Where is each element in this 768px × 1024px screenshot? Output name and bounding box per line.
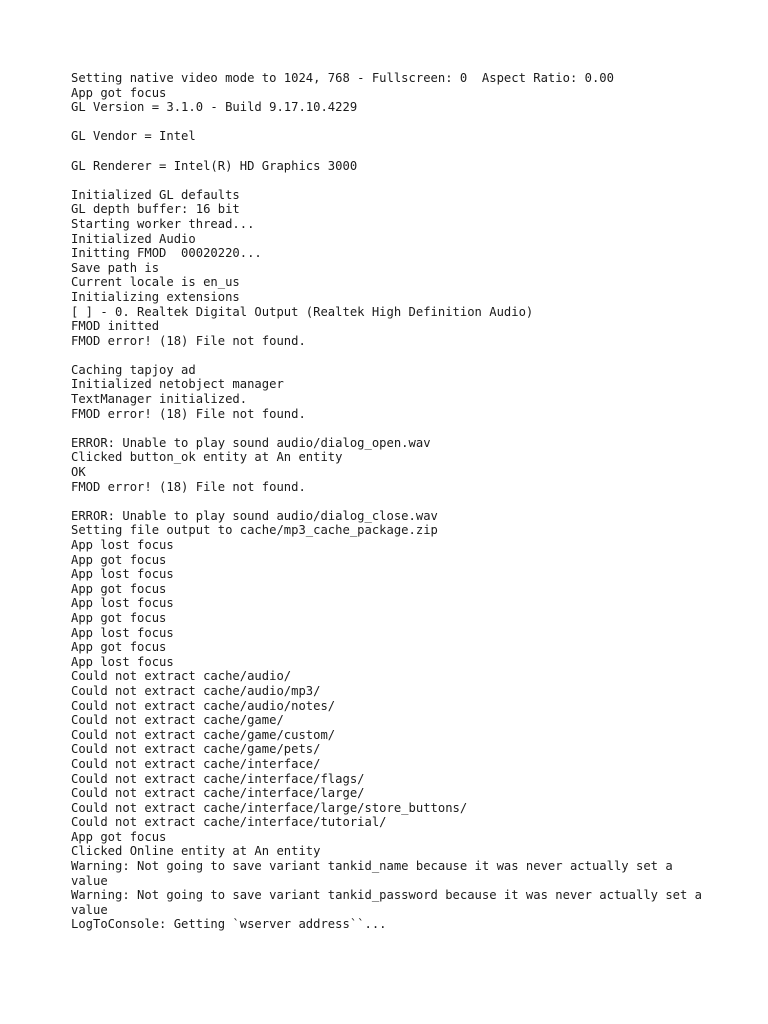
log-line: Could not extract cache/audio/notes/ [71, 698, 336, 713]
log-line: OK [71, 465, 86, 480]
log-line: App lost focus [71, 625, 174, 640]
log-line: GL Renderer = Intel(R) HD Graphics 3000 [71, 158, 358, 173]
log-line: Clicked Online entity at An entity [71, 844, 321, 859]
log-line: Warning: Not going to save variant tankid_password because it was never actually set a value [71, 888, 710, 917]
log-line: App lost focus [71, 654, 174, 669]
log-line: Initialized Audio [71, 231, 196, 246]
log-line: Initialized GL defaults [71, 187, 240, 202]
log-line: App got focus [71, 85, 167, 100]
log-line: GL Version = 3.1.0 - Build 9.17.10.4229 [71, 100, 358, 115]
log-line: App lost focus [71, 538, 174, 552]
log-line: Could not extract cache/interface/ [71, 756, 321, 771]
log-line: App got focus [71, 610, 167, 625]
log-line: App got focus [71, 829, 167, 844]
log-line: Clicked button_ok entity at An entity [71, 450, 343, 465]
log-line: Warning: Not going to save variant tankid_name because it was never actually set a value [71, 859, 681, 888]
log-line: LogToConsole: Getting `wserver address``... [71, 917, 387, 932]
log-line: Initialized netobject manager [71, 377, 284, 392]
blank-line [71, 115, 711, 130]
console-log [71, 71, 711, 932]
log-line: App got focus [71, 552, 167, 567]
log-line: [ ] - 0. Realtek Digital Output (Realtek High Definition Audio) [71, 304, 534, 319]
blank-line [71, 348, 711, 363]
log-line: Could not extract cache/game/custom/ [71, 727, 336, 742]
log-line: App got focus [71, 581, 167, 596]
blank-line [71, 494, 711, 509]
log-line: Could not extract cache/game/pets/ [71, 742, 321, 757]
log-line: Initting FMOD 00020220... [71, 246, 262, 261]
log-line: App got focus [71, 640, 167, 655]
log-line: App lost focus [71, 567, 174, 582]
log-line: Save path is [71, 260, 160, 275]
blank-line [71, 144, 711, 159]
log-line: Could not extract cache/interface/tutorial/ [71, 815, 387, 830]
log-line: FMOD initted [71, 319, 160, 334]
log-line: Could not extract cache/interface/large/ [71, 786, 365, 801]
log-line: Could not extract cache/audio/mp3/ [71, 683, 321, 698]
log-line: Could not extract cache/game/ [71, 713, 284, 728]
blank-line [71, 173, 711, 188]
log-line: GL depth buffer: 16 bit [71, 202, 240, 217]
log-line: Could not extract cache/interface/large/store_buttons/ [71, 800, 468, 815]
log-line: TextManager initialized. [71, 392, 248, 407]
log-line: Current locale is en_us [71, 275, 240, 290]
log-line: Setting file output to cache/mp3_cache_package.zip [71, 523, 438, 538]
log-line: App lost focus [71, 596, 174, 611]
log-line: Could not extract cache/audio/ [71, 669, 292, 684]
log-line: FMOD error! (18) File not found. [71, 406, 306, 421]
log-line: Setting native video mode to 1024, 768 - Fullscreen: 0 Aspect Ratio: 0.00 [71, 71, 614, 85]
log-line: Caching tapjoy ad [71, 362, 196, 377]
log-line: Initializing extensions [71, 289, 240, 304]
log-line: GL Vendor = Intel [71, 129, 196, 144]
log-line: FMOD error! (18) File not found. [71, 333, 306, 348]
blank-line [71, 421, 711, 436]
log-line: Could not extract cache/interface/flags/ [71, 771, 365, 786]
log-line: FMOD error! (18) File not found. [71, 479, 306, 494]
log-line: Starting worker thread... [71, 216, 255, 231]
log-line: ERROR: Unable to play sound audio/dialog_close.wav [71, 508, 438, 523]
log-line: ERROR: Unable to play sound audio/dialog_open.wav [71, 435, 431, 450]
